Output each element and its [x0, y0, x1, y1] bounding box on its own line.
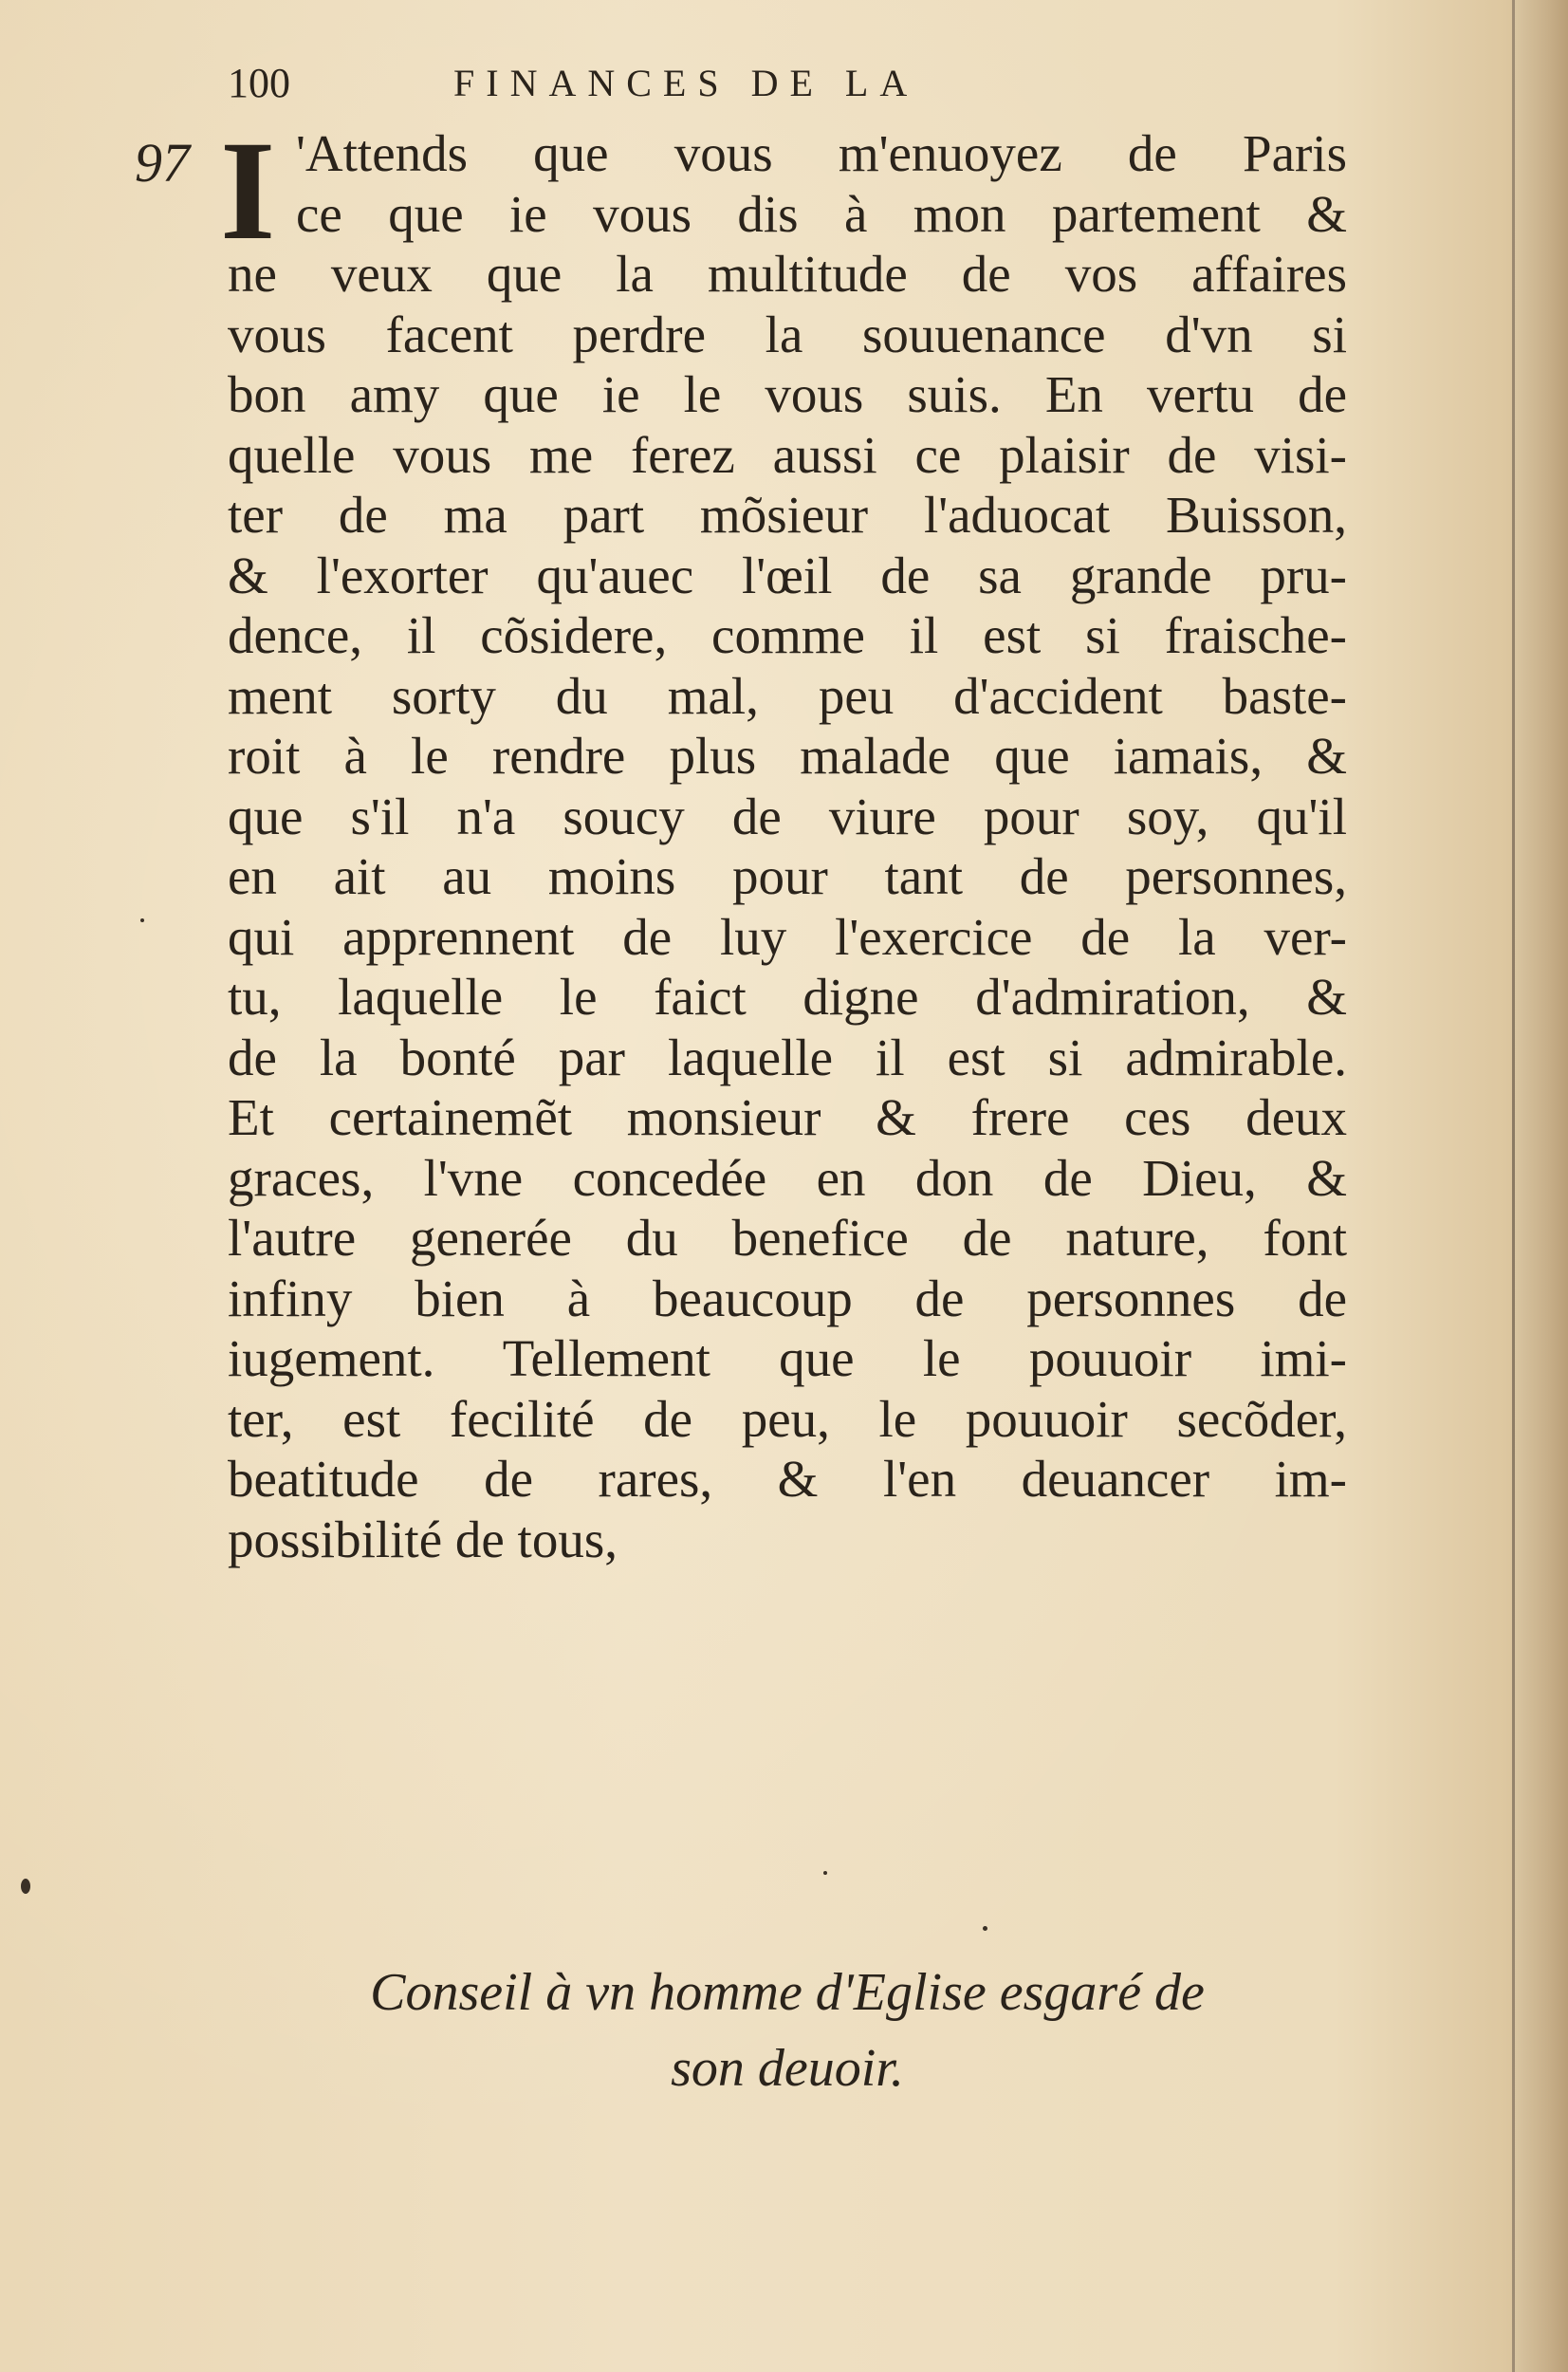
page-number: 100	[228, 60, 290, 106]
running-head: FINANCES DE LA	[453, 62, 919, 104]
text-line: ce que ie vous dis à mon partement &	[296, 184, 1347, 243]
text-line: iugement. Tellement que le pouuoir imi-	[228, 1329, 1347, 1387]
text-line: que s'il n'a soucy de viure pour soy, qu'il	[228, 787, 1347, 845]
text-line: & l'exorter qu'auec l'œil de sa grande pru-	[228, 546, 1347, 604]
ink-speck	[983, 1926, 987, 1931]
text-line: vous facent perdre la souuenance d'vn si	[228, 305, 1347, 363]
ink-speck	[823, 1871, 827, 1875]
text-line: de la bonté par laquelle il est si admirable.	[228, 1028, 1347, 1086]
text-line: 'Attends que vous m'enuoyez de Paris	[296, 124, 1347, 182]
section-heading-line-1: Conseil à vn homme d'Eglise esgaré de	[370, 1963, 1205, 2022]
letter-body	[228, 123, 1347, 1569]
text-line: tu, laquelle le faict digne d'admiration, &	[228, 968, 1347, 1026]
ink-speck	[140, 918, 144, 922]
text-line: bon amy que ie le vous suis. En vertu de	[228, 365, 1347, 423]
page-gutter-shadow	[1515, 0, 1568, 2372]
text-line: l'autre generée du benefice de nature, font	[228, 1209, 1347, 1267]
text-line: Et certainemẽt monsieur & frere ces deux	[228, 1088, 1347, 1146]
text-line: graces, l'vne concedée en don de Dieu, &	[228, 1148, 1347, 1207]
text-line: quelle vous me ferez aussi ce plaisir de visi-	[228, 425, 1347, 484]
text-line: dence, il cõsidere, comme il est si fraische-	[228, 606, 1347, 664]
text-line: roit à le rendre plus malade que iamais, &	[228, 727, 1347, 785]
text-line: infiny bien à beaucoup de personnes de	[228, 1269, 1347, 1327]
text-line: ne veux que la multitude de vos affaires	[228, 245, 1347, 303]
text-line-last: possibilité de tous,	[228, 1510, 618, 1568]
drop-cap: I	[220, 112, 276, 269]
text-line: qui apprennent de luy l'exercice de la ver-	[228, 907, 1347, 966]
text-line: en ait au moins pour tant de personnes,	[228, 847, 1347, 905]
text-line: ter de ma part mõsieur l'aduocat Buisson,	[228, 486, 1347, 544]
text-line: ment sorty du mal, peu d'accident baste-	[228, 666, 1347, 725]
page-header	[228, 59, 1100, 116]
section-heading-line-2: son deuoir.	[671, 2039, 904, 2098]
text-line: ter, est fecilité de peu, le pouuoir secõder,	[228, 1389, 1347, 1448]
text-line: beatitude de rares, & l'en deuancer im-	[228, 1450, 1347, 1508]
section-heading	[285, 1955, 1290, 2106]
margin-letter-number: 97	[135, 132, 190, 194]
ink-speck	[21, 1879, 30, 1894]
